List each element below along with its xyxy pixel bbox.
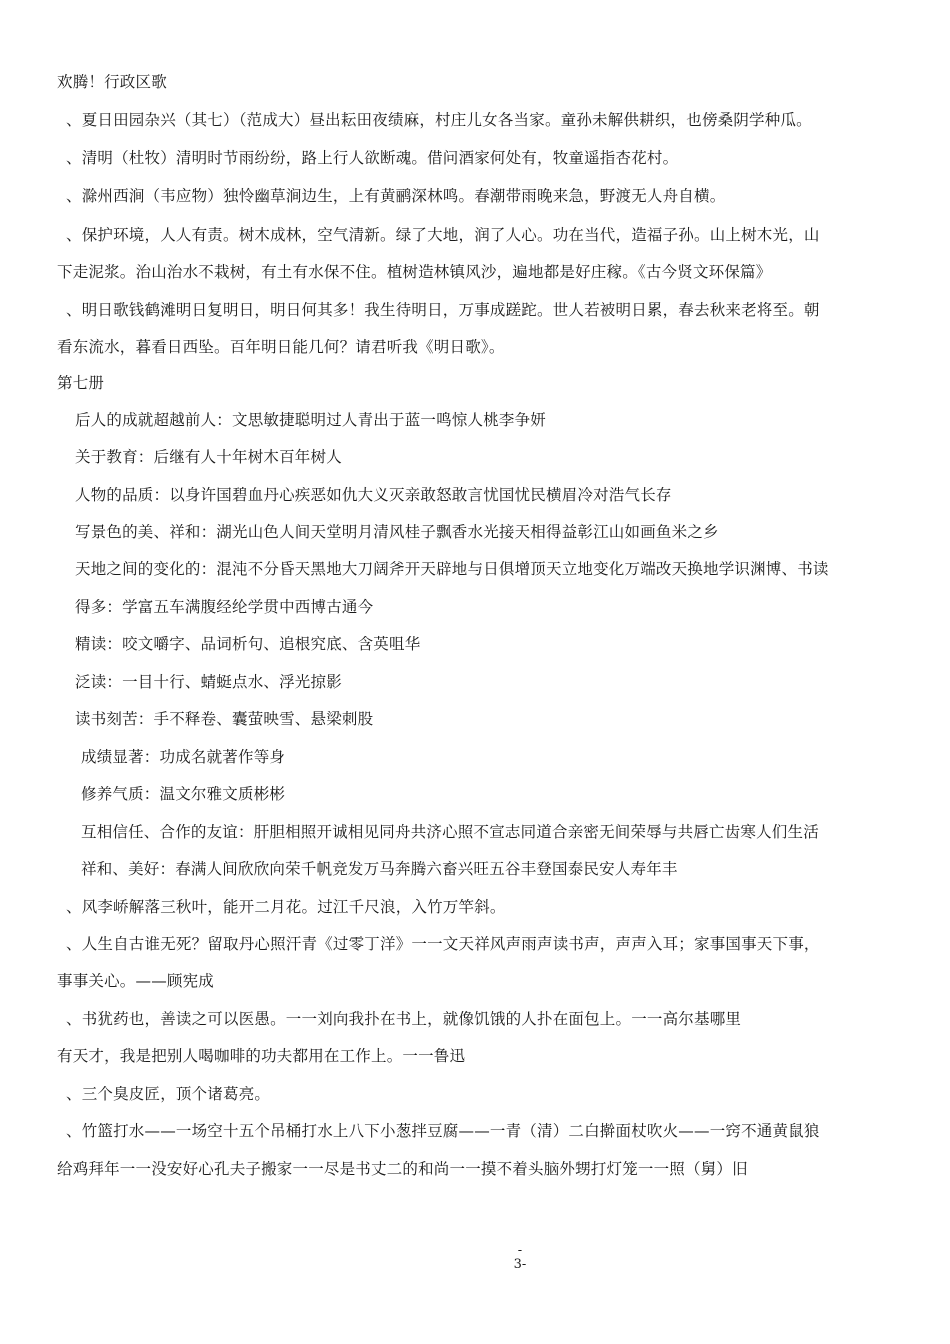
text-line: 、清明（杜牧）清明时节雨纷纷，路上行人欲断魂。借问酒家何处有，牧童遥指杏花村。 bbox=[66, 149, 679, 167]
text-line: 、人生自古谁无死？留取丹心照汗青《过零丁洋》一一文天祥风声雨声读书声，声声入耳；家事国事天下事， bbox=[66, 935, 820, 953]
text-line: 后人的成就超越前人：文思敏捷聪明过人青出于蓝一鸣惊人桃李争妍 bbox=[75, 411, 547, 429]
text-line: 、三个臭皮匠，顶个诸葛亮。 bbox=[66, 1085, 271, 1103]
text-line: 看东流水，暮看日西坠。百年明日能几何？请君听我《明日歌》。 bbox=[57, 338, 505, 356]
text-line: 天地之间的变化的：混沌不分昏天黑地大刀阔斧开天辟地与日俱增顶天立地变化万端改天换地学识渊博、书读 bbox=[75, 560, 829, 578]
section-heading: 第七册 bbox=[57, 374, 105, 392]
text-line: 有天才，我是把别人喝咖啡的功夫都用在工作上。一一鲁迅 bbox=[57, 1047, 466, 1065]
text-line: 、书犹药也，善读之可以医愚。一一刘向我扑在书上，就像饥饿的人扑在面包上。一一高尔基哪里 bbox=[66, 1010, 742, 1028]
text-line: 互相信任、合作的友谊：肝胆相照开诚相见同舟共济心照不宣志同道合亲密无间荣辱与共唇亡齿寒人们生活 bbox=[81, 823, 819, 841]
text-line: 成绩显著：功成名就著作等身 bbox=[81, 748, 286, 766]
text-line: 下走泥浆。治山治水不栽树，有土有水保不住。植树造林镇风沙，遍地都是好庄稼。《古今贤文环保篇》 bbox=[57, 263, 772, 281]
footer-dash: - bbox=[517, 1243, 523, 1258]
text-line: 、明日歌钱鹤滩明日复明日，明日何其多！我生待明日，万事成蹉跎。世人若被明日累，春去秋来老将至。朝 bbox=[66, 301, 820, 319]
text-line: 给鸡拜年一一没安好心孔夫子搬家一一尽是书丈二的和尚一一摸不着头脑外甥打灯笼一一照（舅）旧 bbox=[57, 1160, 748, 1178]
text-line: 、保护环境，人人有责。树木成林，空气清新。绿了大地，润了人心。功在当代，造福子孙。山上树木光，山 bbox=[66, 226, 820, 244]
text-line: 、滁州西涧（韦应物）独怜幽草涧边生，上有黄鹂深林鸣。春潮带雨晚来急，野渡无人舟自横。 bbox=[66, 187, 726, 205]
text-line-heading: 欢腾！行政区歌 bbox=[57, 73, 167, 91]
text-line: 关于教育：后继有人十年树木百年树人 bbox=[75, 448, 342, 466]
text-line: 写景色的美、祥和：湖光山色人间天堂明月清风桂子飘香水光接天相得益彰江山如画鱼米之乡 bbox=[75, 523, 719, 541]
text-line: 、风李峤解落三秋叶，能开二月花。过江千尺浪，入竹万竿斜。 bbox=[66, 898, 506, 916]
text-line: 人物的品质：以身许国碧血丹心疾恶如仇大义灭亲敢怒敢言忧国忧民横眉冷对浩气长存 bbox=[75, 486, 672, 504]
text-line: 泛读：一目十行、蜻蜓点水、浮光掠影 bbox=[75, 673, 342, 691]
text-line: 、夏日田园杂兴（其七）（范成大）昼出耘田夜绩麻，村庄儿女各当家。童孙未解供耕织，也傍桑阴学种瓜。 bbox=[66, 111, 812, 129]
text-line: 得多：学富五车满腹经纶学贯中西博古通今 bbox=[75, 598, 374, 616]
text-line: 、竹篮打水——一场空十五个吊桶打水上八下小葱拌豆腐——一青（清）二白擀面杖吹火——一窍不通黄鼠狼 bbox=[66, 1122, 820, 1140]
page-number: 3- bbox=[513, 1257, 527, 1272]
text-line: 修养气质：温文尔雅文质彬彬 bbox=[81, 785, 286, 803]
text-line: 祥和、美好：春满人间欣欣向荣千帆竞发万马奔腾六畜兴旺五谷丰登国泰民安人寿年丰 bbox=[81, 860, 678, 878]
text-line: 精读：咬文嚼字、品词析句、追根究底、含英咀华 bbox=[75, 635, 421, 653]
text-line: 读书刻苦：手不释卷、囊萤映雪、悬梁刺股 bbox=[75, 710, 374, 728]
text-line: 事事关心。——顾宪成 bbox=[57, 972, 215, 990]
